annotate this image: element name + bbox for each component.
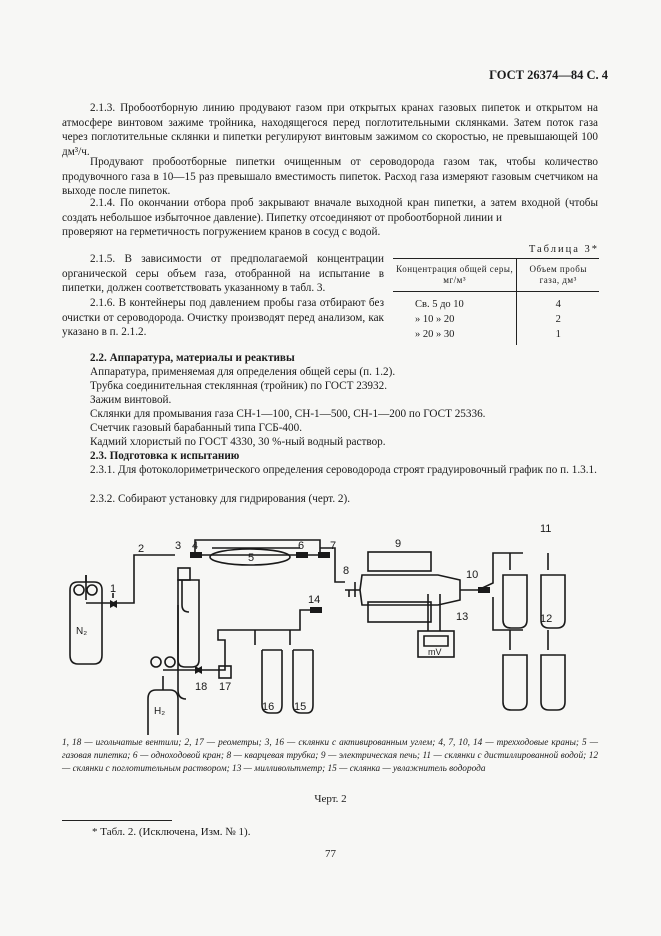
footnote-divider bbox=[62, 820, 172, 821]
list-item: Кадмий хлористый по ГОСТ 4330, 30 %-ный водный раствор. bbox=[90, 436, 386, 448]
footnote: * Табл. 2. (Исключена, Изм. № 1). bbox=[92, 826, 251, 838]
paragraph-2-3-1: 2.3.1. Для фотоколориметрического определения сероводорода строят градуировочный график по п. 1.3.1. bbox=[90, 464, 597, 476]
diagram-label-15: 15 bbox=[294, 701, 307, 713]
diagram-label-17: 17 bbox=[219, 681, 232, 693]
table-cell: 2 bbox=[555, 314, 561, 325]
paragraph-2-3-2: 2.3.2. Собирают установку для гидрирования (черт. 2). bbox=[90, 493, 351, 505]
diagram-label-10: 10 bbox=[466, 569, 479, 581]
table-row bbox=[393, 327, 599, 345]
diagram-label-7: 7 bbox=[330, 540, 337, 552]
diagram-label-11: 11 bbox=[540, 523, 552, 535]
diagram-label-4: 4 bbox=[192, 540, 199, 552]
table-row bbox=[393, 312, 599, 327]
diagram-label-6: 6 bbox=[298, 540, 305, 552]
diagram-label-18: 18 bbox=[195, 681, 208, 693]
section-2-2-heading: 2.2. Аппаратура, материалы и реактивы bbox=[90, 352, 295, 364]
paragraph-2-1-4-cont: проверяют на герметичность погружением кранов в сосуд с водой. bbox=[62, 226, 381, 238]
millivoltmeter-label: mV bbox=[428, 647, 442, 657]
list-item: Зажим винтовой. bbox=[90, 394, 172, 406]
table-cell: 4 bbox=[555, 299, 561, 310]
table-cell: » 20 » 30 bbox=[393, 327, 517, 345]
figure-caption: 1, 18 — игольчатые вентили; 2, 17 — реометры; 3, 16 — склянки с активированным углем; 4, 7, 10, 14 — трехходовые краны; 5 — газовая пипетка; 6 — одноходовой кран; 8 — кварцевая трубка; 9 — электрическая печь; 11 — склянки с дистиллированной водой; 12 — склянки с поглотительным раствором; 13 — милливольтметр; 15 — склянка — увлажнитель водорода bbox=[62, 738, 598, 774]
paragraph-2-1-4: 2.1.4. По окончании отбора проб закрывают вначале выходной кран пипетки, а затем входной (чтобы создать небольшое избыточное давление). Пипетку отсоединяют от пробоотборной линии и bbox=[62, 197, 598, 224]
table-cell: 1 bbox=[555, 329, 561, 340]
paragraph-2-1-5: 2.1.5. В зависимости от предполагаемой концентрации органической серы объем газа, отобранной на испытание в пипетки, должен соответствовать указанному в табл. 3. bbox=[62, 253, 384, 295]
list-item: Трубка соединительная стеклянная (тройник) по ГОСТ 23932. bbox=[90, 380, 387, 392]
table-caption: Таблица 3* bbox=[528, 244, 599, 255]
list-item: Счетчик газовый барабанный типа ГСБ-400. bbox=[90, 422, 303, 434]
table-3 bbox=[393, 244, 599, 345]
paragraph-2-1-3-b: Продувают пробоотборные пипетки очищенным от сероводорода газом так, чтобы количество продувочного газа в 10—15 раз превышало вместимость пипеток. Расход газа измеряют газовым счетчиком на выходе после пипеток. bbox=[62, 156, 598, 198]
diagram-label-2: 2 bbox=[138, 543, 145, 555]
hydrogenation-setup-diagram bbox=[0, 510, 661, 735]
figure-title: Черт. 2 bbox=[314, 793, 347, 805]
diagram-label-1: 1 bbox=[110, 583, 117, 595]
paragraph-2-1-3: 2.1.3. Пробоотборную линию продувают газом при открытых кранах газовых пипеток и открытом на атмосфере винтовом зажиме тройника, находящегося перед поглотительными склянками. Затем поток газа через поглотительные склянки и пипетки регулируют винтовым зажимом со скоростью, не превышающей 100 дм³/ч. bbox=[62, 102, 598, 158]
page-header: ГОСТ 26374—84 С. 4 bbox=[489, 68, 608, 82]
table-cell: Св. 5 до 10 bbox=[393, 292, 517, 313]
table-row bbox=[393, 292, 599, 313]
list-item: Аппаратура, применяемая для определения общей серы (п. 1.2). bbox=[90, 366, 396, 378]
diagram-label-13: 13 bbox=[456, 611, 469, 623]
diagram-label-8: 8 bbox=[343, 565, 350, 577]
diagram-label-14: 14 bbox=[308, 594, 321, 606]
table-header-concentration: Концентрация общей серы, мг/м³ bbox=[393, 259, 517, 292]
section-2-3-heading: 2.3. Подготовка к испытанию bbox=[90, 450, 240, 462]
h2-cylinder-label: H₂ bbox=[154, 706, 166, 717]
diagram-label-12: 12 bbox=[540, 613, 553, 625]
table-cell: » 10 » 20 bbox=[393, 312, 517, 327]
n2-cylinder-label: N₂ bbox=[76, 626, 88, 637]
paragraph-2-1-6: 2.1.6. В контейнеры под давлением пробы газа отбирают без очистки от сероводорода. Очистку производят перед анализом, как указано в п. 2.1.2. bbox=[62, 297, 384, 339]
diagram-label-16: 16 bbox=[262, 701, 275, 713]
diagram-label-9: 9 bbox=[395, 538, 402, 550]
page-number: 77 bbox=[325, 848, 336, 860]
diagram-label-5: 5 bbox=[248, 552, 255, 564]
diagram-label-3: 3 bbox=[175, 540, 182, 552]
table-header-volume: Объем пробы газа, дм³ bbox=[517, 259, 599, 292]
list-item: Склянки для промывания газа СН-1—100, СН-1—500, СН-1—200 по ГОСТ 25336. bbox=[90, 408, 486, 420]
